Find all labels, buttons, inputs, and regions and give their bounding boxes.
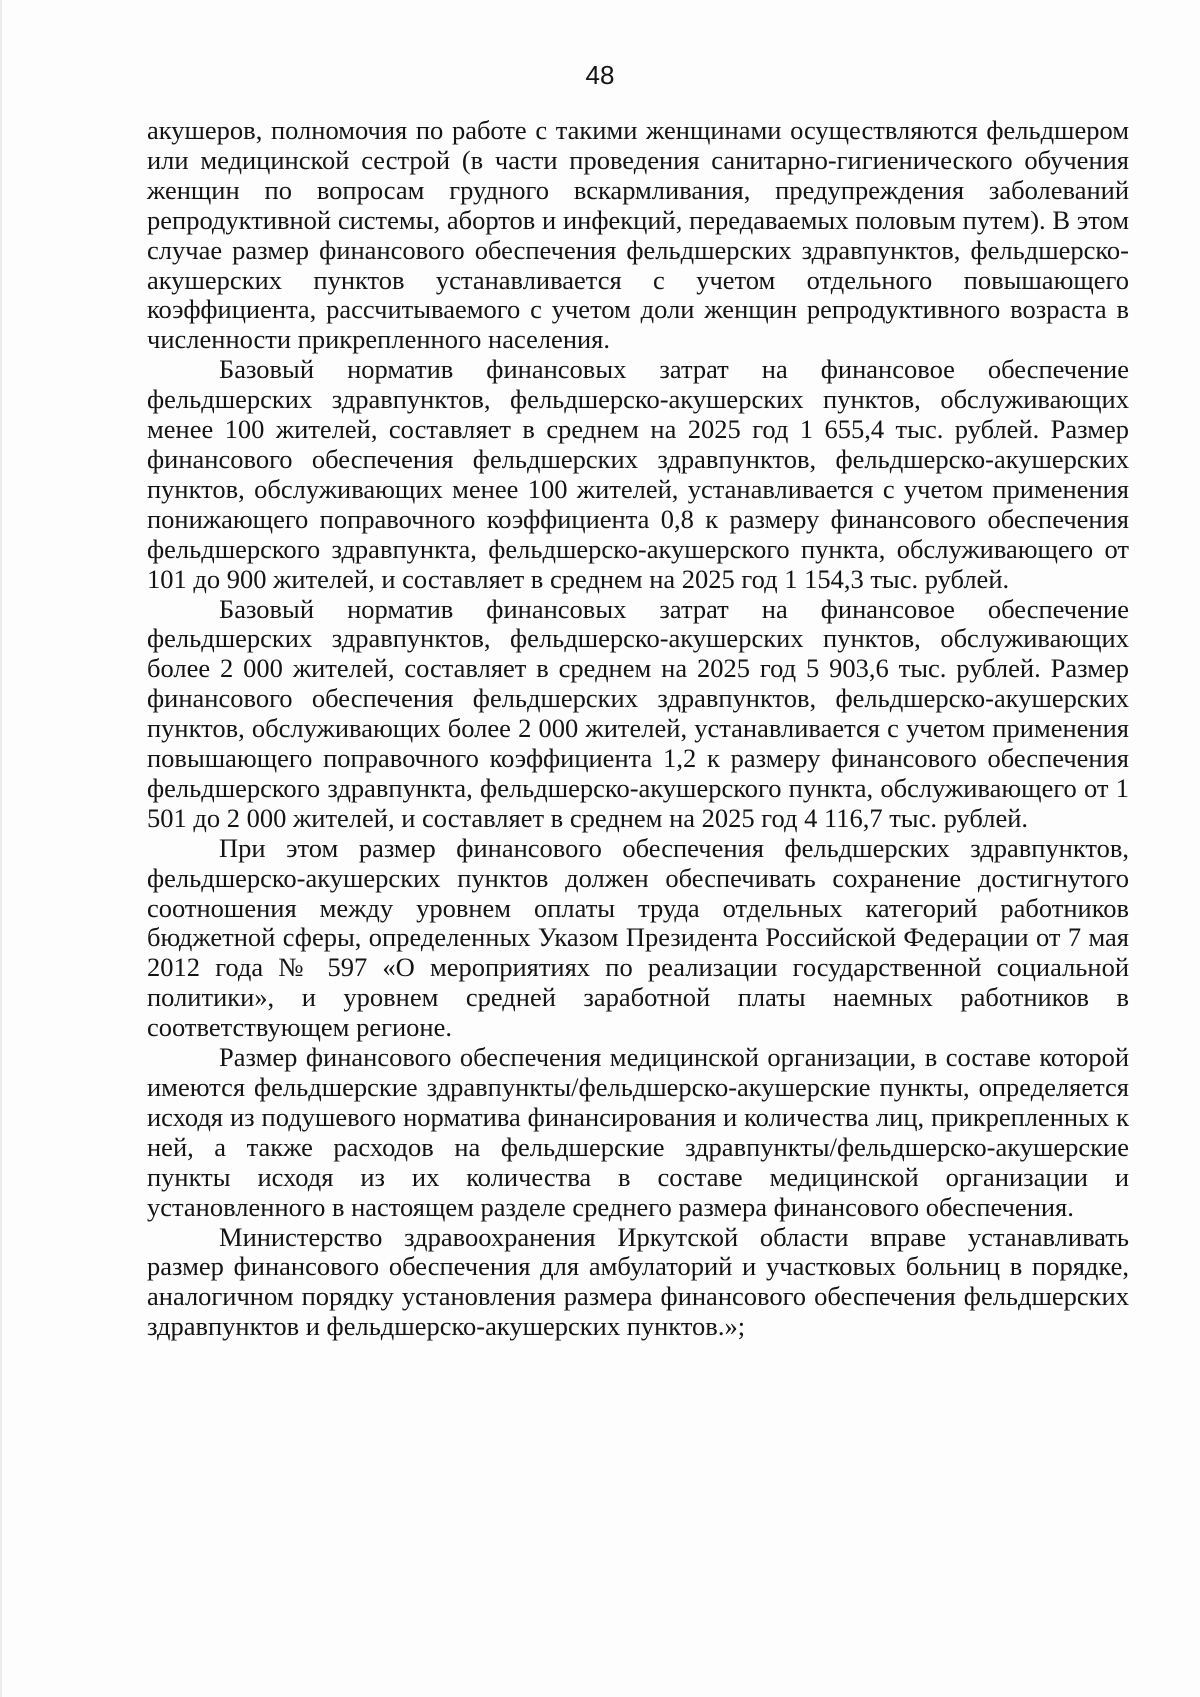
paragraph-base-rate-over-2000: Базовый норматив финансовых затрат на финансовое обеспечение фельдшерских здравпунктов, фельдшерско-акушерских пунктов, обслуживающих более 2 000 жителей, составляет в среднем на 2025 год 5 903,6 тыс. рублей. Размер финансового обеспечения фельдшерских здравпунктов, фельдшерско-акушерских пунктов, обслуживающих более 2 000 жителей, устанавливается с учетом применения повышающего поправочного коэффициента 1,2 к размеру финансового обеспечения фельдшерского здравпункта, фельдшерско-акушерского пункта, обслуживающего от 1 501 до 2 000 жителей, и составляет в среднем на 2025 год 4 116,7 тыс. рублей. (147, 593, 1129, 833)
paragraph-salary-ratio: При этом размер финансового обеспечения фельдшерских здравпунктов, фельдшерско-акушерских пунктов должен обеспечивать сохранение достигнутого соотношения между уровнем оплаты труда отдельных категорий работников бюджетной сферы, определенных Указом Президента Российской Федерации от 7 мая 2012 года № 597 «О мероприятиях по реализации государственной социальной политики», и уровнем средней заработной платы наемных работников в соответствующем регионе. (147, 832, 1129, 1043)
document-body (147, 116, 1129, 1342)
paragraph-continuation: акушеров, полномочия по работе с такими женщинами осуществляются фельдшером или медицинской сестрой (в части проведения санитарно-гигиенического обучения женщин по вопросам грудного вскармливания, предупреждения заболеваний репродуктивной системы, абортов и инфекций, передаваемых половым путем). В этом случае размер финансового обеспечения фельдшерских здравпунктов, фельдшерско-акушерских пунктов устанавливается с учетом отдельного повышающего коэффициента, рассчитываемого с учетом доли женщин репродуктивного возраста в численности прикрепленного населения. (147, 115, 1129, 355)
paragraph-organization-funding: Размер финансового обеспечения медицинской организации, в составе которой имеются фельдшерские здравпункты/фельдшерско-акушерские пункты, определяется исходя из подушевого норматива финансирования и количества лиц, прикрепленных к ней, а также расходов на фельдшерские здравпункты/фельдшерско-акушерские пункты исходя из их количества в составе медицинской организации и установленного в настоящем разделе среднего размера финансового обеспечения. (147, 1042, 1129, 1222)
page-number: 48 (585, 60, 615, 90)
paragraph-base-rate-under-100: Базовый норматив финансовых затрат на финансовое обеспечение фельдшерских здравпунктов, фельдшерско-акушерских пунктов, обслуживающих менее 100 жителей, составляет в среднем на 2025 год 1 655,4 тыс. рублей. Размер финансового обеспечения фельдшерских здравпунктов, фельдшерско-акушерских пунктов, обслуживающих менее 100 жителей, устанавливается с учетом применения понижающего поправочного коэффициента 0,8 к размеру финансового обеспечения фельдшерского здравпункта, фельдшерско-акушерского пункта, обслуживающего от 101 до 900 жителей, и составляет в среднем на 2025 год 1 154,3 тыс. рублей. (147, 354, 1129, 594)
scan-edge (0, 0, 2, 1697)
paragraph-ministry-authority: Министерство здравоохранения Иркутской области вправе устанавливать размер финансового обеспечения для амбулаторий и участковых больниц в порядке, аналогичном порядку установления размера финансового обеспечения фельдшерских здравпунктов и фельдшерско-акушерских пунктов.»; (147, 1221, 1129, 1342)
